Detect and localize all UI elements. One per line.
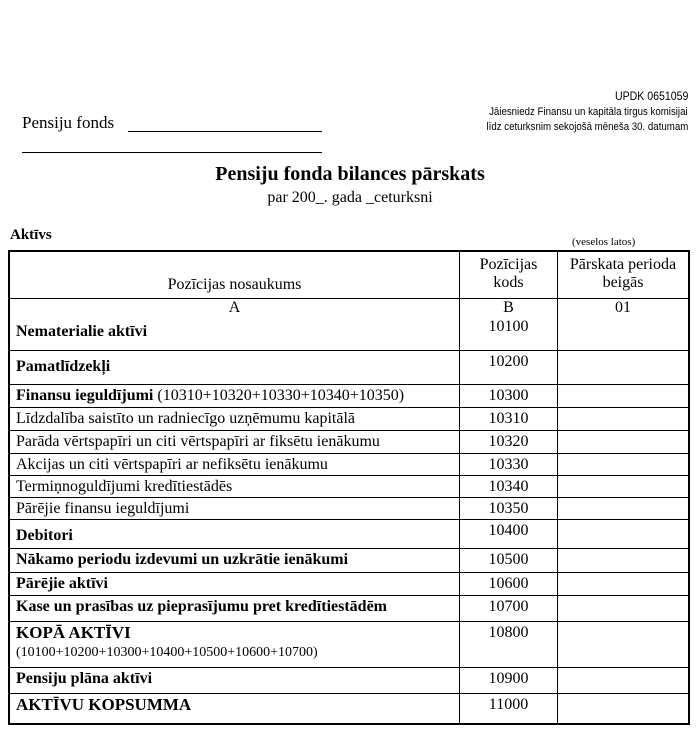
row-code: 10900 <box>460 668 558 693</box>
row-name: AKTĪVU KOPSUMMA <box>16 695 192 714</box>
row-value-input[interactable] <box>558 596 688 621</box>
submit-instruction-2: līdz ceturksnim sekojošā mēneša 30. datumam <box>486 121 688 133</box>
table-row <box>10 350 688 384</box>
row-value-input[interactable] <box>558 408 688 430</box>
row-code: 10800 <box>460 622 558 667</box>
row-value-input[interactable] <box>558 573 688 595</box>
col-header-name: Pozīcijas nosaukums <box>10 252 460 298</box>
row-name-cell <box>10 596 460 621</box>
table-row <box>10 497 688 519</box>
row-value-input[interactable] <box>558 694 688 723</box>
row-value-input[interactable] <box>558 316 688 350</box>
table-row <box>10 453 688 475</box>
page-subtitle: par 200_. gada _ceturksni <box>267 189 433 206</box>
row-value-input[interactable] <box>558 520 688 548</box>
table-row <box>10 548 688 572</box>
row-code: 10400 <box>460 520 558 548</box>
row-name-cell <box>10 520 460 548</box>
section-title: Aktīvs <box>10 227 52 243</box>
col-letter-b: B <box>460 299 558 316</box>
table-row <box>10 384 688 407</box>
row-value-input[interactable] <box>558 498 688 519</box>
row-code: 10300 <box>460 385 558 407</box>
row-name: Akcijas un citi vērtspapīri ar nefiksētu ienākumu <box>16 456 328 473</box>
table-row <box>10 475 688 497</box>
row-name: KOPĀ AKTĪVI <box>16 623 131 642</box>
col-header-code: Pozīcijas kods <box>460 252 558 298</box>
row-name-cell <box>10 694 460 723</box>
fund-label: Pensiju fonds <box>22 113 115 132</box>
row-code: 10310 <box>460 408 558 430</box>
fund-name-field-line2[interactable] <box>22 152 322 153</box>
table-row <box>10 621 688 667</box>
row-name-cell <box>10 622 460 667</box>
row-name: Debitori <box>16 527 73 544</box>
row-code: 10200 <box>460 351 558 384</box>
row-code: 10500 <box>460 549 558 572</box>
row-code: 10330 <box>460 454 558 475</box>
row-name-cell <box>10 476 460 497</box>
row-name-cell <box>10 316 460 350</box>
row-value-input[interactable] <box>558 668 688 693</box>
row-name-cell <box>10 549 460 572</box>
row-code: 10600 <box>460 573 558 595</box>
row-name-cell <box>10 431 460 453</box>
row-value-input[interactable] <box>558 476 688 497</box>
row-code: 10340 <box>460 476 558 497</box>
row-name: Finansu ieguldījumi <box>16 387 154 404</box>
submit-instruction-1: Jāiesniedz Finansu un kapitāla tirgus komisijai <box>489 106 688 118</box>
table-row <box>10 572 688 595</box>
row-name: Nematerialie aktīvi <box>16 323 148 340</box>
row-name: Termiņnoguldījumi kredītiestādēs <box>16 478 233 495</box>
table-letters-row <box>10 298 688 316</box>
col-letter-a: A <box>10 299 460 316</box>
row-formula: (10310+10320+10330+10340+10350) <box>153 387 405 404</box>
row-name: Pamatlīdzekļi <box>16 358 111 375</box>
form-code: UPDK 0651059 <box>614 89 688 103</box>
row-code: 10350 <box>460 498 558 519</box>
table-header <box>10 252 688 298</box>
balance-table <box>8 250 690 725</box>
table-row <box>10 519 688 548</box>
row-name-cell <box>10 385 460 407</box>
row-name: Nākamo periodu izdevumi un uzkrātie ienākumi <box>16 551 349 568</box>
table-row <box>10 667 688 693</box>
row-code: 11000 <box>460 694 558 723</box>
row-value-input[interactable] <box>558 385 688 407</box>
fund-name-field[interactable] <box>128 131 322 132</box>
row-name-cell <box>10 454 460 475</box>
row-name: Parāda vērtspapīri un citi vērtspapīri ar fiksētu ienākumu <box>16 433 380 450</box>
row-name-cell <box>10 498 460 519</box>
table-row <box>10 407 688 430</box>
page-title: Pensiju fonda bilances pārskats <box>215 163 485 185</box>
table-row <box>10 316 688 350</box>
row-value-input[interactable] <box>558 431 688 453</box>
row-value-input[interactable] <box>558 622 688 667</box>
col-letter-01: 01 <box>615 299 631 316</box>
row-code: 10320 <box>460 431 558 453</box>
row-formula: (10100+10200+10300+10400+10500+10600+10700) <box>16 645 318 660</box>
row-value-input[interactable] <box>558 351 688 384</box>
row-code: 10700 <box>460 596 558 621</box>
row-name: Pensiju plāna aktīvi <box>16 670 153 687</box>
row-name-cell <box>10 573 460 595</box>
row-value-input[interactable] <box>558 454 688 475</box>
row-name: Pārējie finansu ieguldījumi <box>16 500 190 517</box>
row-name-cell <box>10 408 460 430</box>
units-note: (veselos latos) <box>572 236 636 248</box>
row-name: Kase un prasības uz pieprasījumu pret kredītiestādēm <box>16 598 387 615</box>
row-name: Līdzdalība saistīto un radniecīgo uzņēmumu kapitālā <box>16 410 356 427</box>
row-value-input[interactable] <box>558 549 688 572</box>
table-row <box>10 430 688 453</box>
row-name: Pārējie aktīvi <box>16 575 108 592</box>
row-code: 10100 <box>460 316 558 350</box>
table-row <box>10 693 688 723</box>
col-header-value: Pārskata perioda beigās <box>569 256 677 291</box>
table-row <box>10 595 688 621</box>
row-name-cell <box>10 351 460 384</box>
row-name-cell <box>10 668 460 693</box>
